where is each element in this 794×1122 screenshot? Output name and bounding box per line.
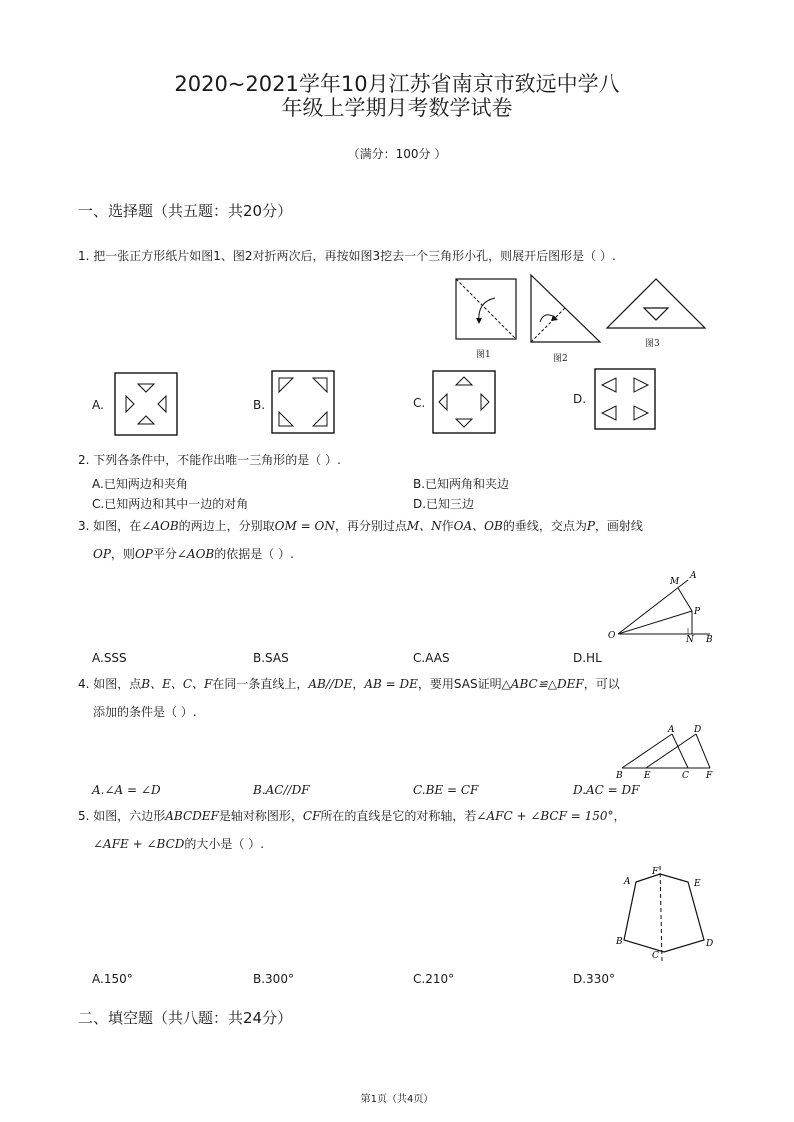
- q4-math: AB//DE: [308, 677, 353, 691]
- q3-text: 平分: [152, 547, 177, 561]
- q5-label-e: E: [694, 879, 701, 889]
- q3-math: OP: [134, 547, 153, 561]
- q4-option-d-text: D.AC = DF: [573, 783, 640, 797]
- q5-math: ∠AFE + ∠BCD: [93, 837, 185, 851]
- q3-option-a: A.SSS: [92, 651, 127, 665]
- q3-text: 3. 如图，在: [78, 519, 142, 533]
- q1-option-c-figure: [432, 370, 496, 434]
- q3-option-d: D.HL: [573, 651, 602, 665]
- q3-text: 的垂线，交点为: [502, 519, 587, 533]
- q1-option-c-label: C.: [413, 396, 426, 410]
- q1-figure-2: [530, 274, 602, 344]
- q1-option-a-label: A.: [92, 398, 104, 412]
- q4-math: △ABC≌△DEF: [501, 677, 584, 691]
- q5-label-a: A: [624, 877, 631, 887]
- q4-label-d: D: [694, 725, 702, 735]
- q3-math: ∠AOB: [176, 547, 215, 561]
- exam-title-line1: 2020~2021学年10月江苏省南京市致远中学八: [174, 72, 620, 96]
- q4-label-c: C: [682, 771, 689, 781]
- q4-option-b: [253, 783, 310, 797]
- q5-option-a: A.150°: [92, 972, 133, 986]
- q3-math: OA、OB: [453, 519, 503, 533]
- question-5-line1: [78, 808, 626, 824]
- question-2-text: 2. 下列各条件中，不能作出唯一三角形的是（ ）.: [78, 453, 341, 467]
- q4-figure: [616, 724, 720, 780]
- question-1-text: 1. 把一张正方形纸片如图1、图2对折两次后，再按如图3挖去一个三角形小孔，则展开后图形是（ ）.: [78, 249, 616, 263]
- q5-label-f: F: [652, 867, 659, 877]
- q5-option-b: B.300°: [253, 972, 294, 986]
- q1-option-d-figure: [594, 368, 656, 430]
- q4-label-e: E: [644, 771, 651, 781]
- q5-text: 是轴对称图形，: [218, 809, 303, 823]
- q3-label-a: A: [690, 571, 697, 581]
- q3-label-m: M: [670, 577, 680, 587]
- q3-text: 的依据是（ ）.: [214, 547, 294, 561]
- q4-math: B、E、C、F: [141, 677, 213, 691]
- q5-math: ABCDEF: [165, 809, 219, 823]
- q5-math: ∠AFC + ∠BCF = 150°: [476, 809, 614, 823]
- q5-option-c: C.210°: [413, 972, 455, 986]
- q3-text: 的两边上，分别取: [178, 519, 275, 533]
- q1-option-b-label: B.: [253, 398, 266, 412]
- q3-label-n: N: [686, 635, 694, 645]
- question-3-line1: [78, 518, 643, 534]
- section-choice-title: 一、选择题（共五题：共20分）: [78, 202, 293, 220]
- q3-option-c: C.AAS: [413, 651, 450, 665]
- q4-option-a: [92, 783, 161, 797]
- q5-text: 所在的直线是它的对称轴，若: [320, 809, 477, 823]
- q4-label-a: A: [668, 725, 675, 735]
- q1-option-b-figure: [271, 370, 335, 434]
- question-4-line2: 添加的条件是（ ）.: [93, 705, 197, 719]
- q5-option-d: D.330°: [573, 972, 615, 986]
- q4-label-f: F: [706, 771, 713, 781]
- question-3-line2: [93, 546, 294, 562]
- q3-math: OM = ON: [274, 519, 335, 533]
- q4-label-b: B: [616, 771, 623, 781]
- full-score: （满分：100分 ）: [347, 147, 447, 161]
- q4-option-c-text: C.BE = CF: [413, 783, 479, 797]
- q3-label-b: B: [706, 635, 713, 645]
- q4-option-b-text: B.AC//DF: [253, 783, 310, 797]
- q4-option-c: [413, 783, 478, 797]
- q4-math: AB = DE: [364, 677, 418, 691]
- q3-text: 作: [441, 519, 454, 533]
- q3-math: P: [586, 519, 595, 533]
- q1-figure-1-caption: 图1: [476, 350, 491, 360]
- q3-math: OP: [93, 547, 111, 561]
- q5-text: ，: [613, 809, 626, 823]
- q3-text: ，画射线: [594, 519, 643, 533]
- page-footer: 第1页（共4页）: [360, 1094, 434, 1105]
- q4-text: ，: [352, 677, 365, 691]
- q3-option-b: B.SAS: [253, 651, 289, 665]
- q5-label-b: B: [616, 937, 623, 947]
- question-5-line2: [93, 836, 264, 852]
- q4-text: ，可以: [583, 677, 620, 691]
- exam-title-line2: 年级上学期月考数学试卷: [281, 96, 513, 120]
- q5-figure: [614, 864, 718, 964]
- q1-figure-3: [606, 278, 706, 330]
- q5-text: 5. 如图，六边形: [78, 809, 166, 823]
- q2-option-c: C.已知两边和其中一边的对角: [92, 497, 249, 511]
- q4-text: 4. 如图，点: [78, 677, 142, 691]
- q5-label-d: D: [706, 939, 714, 949]
- q4-option-a-text: A.∠A = ∠D: [92, 783, 161, 797]
- q1-option-a-figure: [114, 372, 178, 436]
- q2-option-d: D.已知三边: [413, 497, 475, 511]
- q2-option-a: A.已知两边和夹角: [92, 477, 188, 491]
- q1-figure-1: [455, 278, 517, 340]
- q3-math: ∠AOB: [141, 519, 179, 533]
- q5-text: 的大小是（ ）.: [184, 837, 265, 851]
- question-4-line1: [78, 676, 620, 692]
- q3-figure: [606, 570, 718, 644]
- q5-label-c: C: [652, 951, 659, 961]
- q1-figure-2-caption: 图2: [553, 354, 568, 364]
- q3-math: M、N: [406, 519, 442, 533]
- section-fill-title: 二、填空题（共八题：共24分）: [78, 1009, 293, 1027]
- q3-text: ，再分别过点: [334, 519, 407, 533]
- q3-text: ，则: [110, 547, 135, 561]
- q3-label-o: O: [608, 631, 616, 641]
- q4-text: ，要用SAS证明: [417, 677, 502, 691]
- q5-math: CF: [302, 809, 321, 823]
- q4-option-d: [573, 783, 640, 797]
- q3-label-p: P: [694, 607, 701, 617]
- q4-text: 在同一条直线上，: [212, 677, 309, 691]
- q2-option-b: B.已知两角和夹边: [413, 477, 510, 491]
- q1-option-d-label: D.: [573, 392, 587, 406]
- q1-figure-3-caption: 图3: [645, 339, 660, 349]
